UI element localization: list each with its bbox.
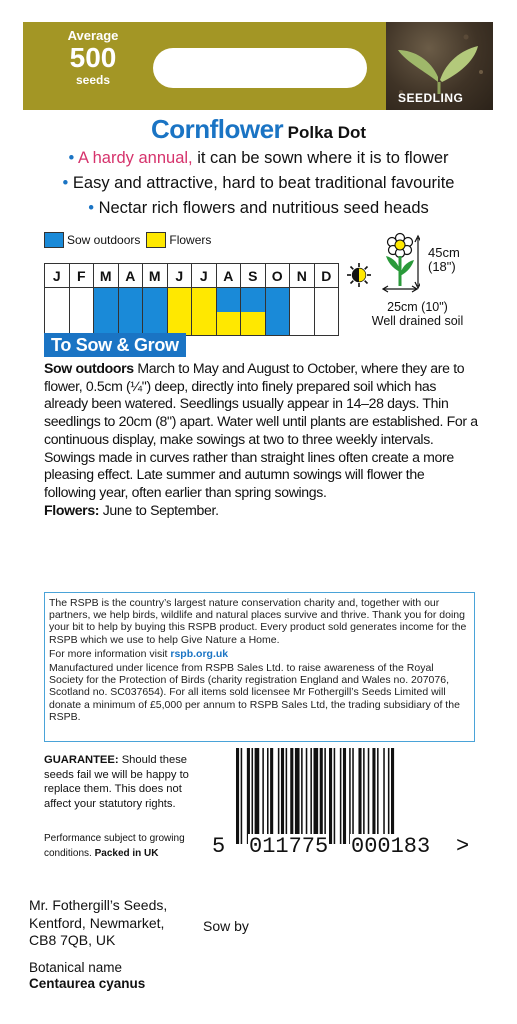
month-cell [167, 288, 192, 336]
blank-label-pill [153, 48, 367, 88]
bullet-item: • Nectar rich flowers and nutritious seed heads [88, 199, 429, 217]
header-band [23, 22, 493, 110]
month-header: N [290, 264, 315, 288]
sow-grow-instructions: Sow outdoors March to May and August to October, where they are to flower, 0.5cm (¼") deep, directly into finely prepared soil which has already been watered. Seedlings usually appear in 14–28 days. Thin seedlings to 20cm (8") apart. Water well until plants are established. For a continuous display, make sowings at two to three weekly intervals. Sowings made in curves rather than straight lines often create a more pleasing effect. Late summer and autumn sowings will flower the following year, often earlier than spring sowings. Flowers: June to September. [44, 360, 478, 518]
bullet-item: • A hardy annual, it can be sown where it is to flower [68, 149, 449, 167]
plant-spread-info [355, 300, 480, 328]
month-cell [45, 288, 70, 336]
month-cell [216, 288, 241, 336]
barcode-bars [236, 748, 466, 844]
month-cell [192, 288, 217, 336]
month-header: S [241, 264, 266, 288]
feature-bullets [0, 146, 517, 221]
month-header: F [69, 264, 94, 288]
month-header: M [94, 264, 119, 288]
month-header: D [314, 264, 339, 288]
month-cell [290, 288, 315, 336]
soil-type: Well drained soil [371, 314, 464, 328]
partial-sun-icon [346, 262, 372, 288]
month-cell [265, 288, 290, 336]
supplier-address: Mr. Fothergill’s Seeds, Kentford, Newmarket, CB8 7QB, UK [29, 897, 168, 948]
plant-height-icon [380, 232, 420, 292]
rspb-paragraph: The RSPB is the country’s largest nature conservation charity and, together with our partners, we help birds, wildlife and natural places survive and thrive. Thank you for doing your bit to help by buying this RSPB product. Every product sold generates income for the RSPB which we use to help Give Nature a Home. [49, 597, 467, 646]
product-title [0, 114, 517, 145]
flowers-swatch [146, 232, 166, 248]
rspb-link[interactable]: rspb.org.uk [170, 647, 229, 660]
guarantee: GUARANTEE: Should these seeds fail we will be happy to replace them. This does not affect your statutory rights. [44, 754, 189, 810]
seedling-label: SEEDLING [398, 91, 464, 105]
calendar-legend [44, 232, 211, 248]
sowing-calendar [44, 263, 339, 336]
month-header: J [45, 264, 70, 288]
month-header: J [192, 264, 217, 288]
seed-count: 500 [69, 42, 117, 73]
seeds-label: seeds [75, 73, 111, 87]
product-name: Cornflower [150, 114, 284, 144]
month-header: A [118, 264, 143, 288]
performance-note: Performance subject to growing conditions. Packed in UK [44, 833, 185, 859]
month-header: M [143, 264, 168, 288]
month-cell [314, 288, 339, 336]
seedling-photo [386, 22, 493, 110]
rspb-licence: Manufactured under licence from RSPB Sales Ltd. to raise awareness of the Royal Society for the Protection of Birds (charity registration England and Wales no. 207076, Scotland no. SC037654). For all items sold licensee Mr Fothergill’s Seeds Limited will donate a minimum of £5,000 per annum to RSPB Sales Ltd, the trading subsidiary of the RSPB. [49, 662, 460, 723]
sow-grow-heading: To Sow & Grow [44, 333, 186, 357]
product-variety: Polka Dot [287, 123, 367, 142]
month-cell [94, 288, 119, 336]
plant-spread: 25cm (10") [387, 300, 448, 314]
average-label: Average [67, 28, 119, 43]
sow-outdoors-swatch [44, 232, 64, 248]
seed-count-badge [23, 22, 163, 110]
barcode: 5 011775 000183 > [210, 748, 472, 866]
month-cell [241, 288, 266, 336]
month-cell [143, 288, 168, 336]
bullet-item: • Easy and attractive, hard to beat traditional favourite [62, 174, 455, 192]
rspb-more-info: For more information visit rspb.org.uk [49, 647, 229, 660]
flowers-label: Flowers [169, 233, 212, 247]
month-header: J [167, 264, 192, 288]
month-cell [69, 288, 94, 336]
plant-height: 45cm (18") [428, 245, 460, 274]
botanical-name: Botanical name Centaurea cyanus [29, 960, 146, 991]
month-header: A [216, 264, 241, 288]
sow-outdoors-label: Sow outdoors [67, 233, 141, 247]
sow-by-label: Sow by [203, 918, 249, 934]
month-cell [118, 288, 143, 336]
rspb-info-box [44, 592, 475, 742]
spread-arrow-icon [382, 284, 418, 294]
month-header: O [265, 264, 290, 288]
